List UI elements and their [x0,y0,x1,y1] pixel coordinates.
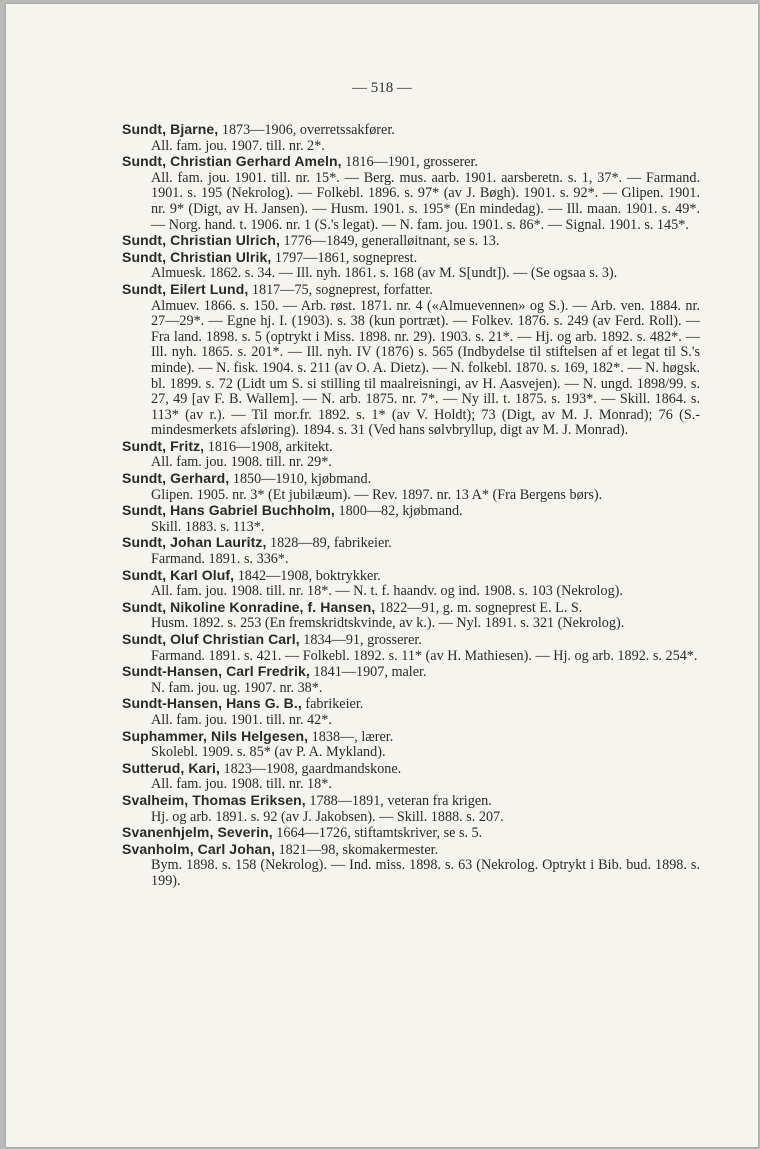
register-entry [122,250,700,282]
entry-heading [122,600,700,617]
register-entry [122,154,700,233]
register-entry [122,122,700,154]
person-name: Sundt-Hansen, Hans G. B., [122,695,302,712]
person-description: 1841—1907, maler. [313,664,427,681]
entry-heading [122,122,700,139]
person-description: 1842—1908, boktrykker. [237,567,381,584]
source-references: Almuev. 1866. s. 150. — Arb. røst. 1871. nr. 4 («Almuevennen» og S.). — Arb. ven. 1884. nr. 27—29*. — Egne hj. I. (1903). s. 38 (kun portræt). — Folkev. 1876. s. 249 (av Ferd. Roll). — Fra land. 1898. s. 5 (optrykt i Miss. 1898. nr. 29). 1903. s. 21*. — Hj. og arb. 1892. s. 482*. — Ill. nyh. 1865. s. 201*. — Ill. nyh. IV (1876) s. 565 (Indbydelse til stiftelsen af et legat til S.'s minde). — N. fisk. 1904. s. 211 (av O. A. Dietz). — N. folkebl. 1870. s. 169, 182*. — N. høgsk. bl. 1899. s. 72 (Lidt um S. si stilling til maalreisningi, av H. Aasvejen). — N. ungd. 1898/99. s. 27, 49 [av F. B. Wallem]. — N. arb. 1875. nr. 7*. — Ny ill. t. 1875. s. 193*. — Skill. 1864. s. 113* (av r.). — Til mor.fr. 1892. s. 1* (av V. Holdt); 73 (Digt, av M. J. Monrad); 76 (S.-mindesmerkets afsløring). 1894. s. 31 (Ved hans sølvbryllup, digt av M. J. Monrad). [151,297,700,439]
entry-heading [122,250,700,267]
person-name: Sundt, Christian Gerhard Ameln, [122,153,342,170]
person-name: Sundt, Eilert Lund, [122,280,249,297]
person-description: 1816—1901, grosserer. [345,154,478,171]
entry-heading [122,503,700,520]
source-references: N. fam. jou. ug. 1907. nr. 38*. [151,679,323,696]
register-entry [122,729,700,761]
book-page [6,4,758,1147]
register-entry [122,696,700,728]
person-description: 1664—1726, stiftamtskriver, se s. 5. [276,825,483,842]
person-name: Sutterud, Kari, [122,759,220,776]
source-references: Farmand. 1891. s. 336*. [151,551,289,568]
entry-heading [122,842,700,859]
register-entry [122,471,700,503]
person-name: Suphammer, Nils Helgesen, [122,727,309,744]
source-references: Skolebl. 1909. s. 85* (av P. A. Mykland). [151,744,386,761]
person-description: 1822—91, g. m. sogneprest E. L. S. [378,599,583,616]
entry-heading [122,729,700,746]
register-entry [122,842,700,890]
person-name: Svanenhjelm, Severin, [122,824,273,841]
entry-heading [122,632,700,649]
entry-heading [122,696,700,713]
person-description: 1800—82, kjøbmand. [338,503,463,520]
source-references: Farmand. 1891. s. 421. — Folkebl. 1892. s. 11* (av H. Mathiesen). — Hj. og arb. 1892. s. 254*. [151,647,698,664]
person-name: Sundt, Johan Lauritz, [122,534,267,551]
person-name: Sundt, Nikoline Konradine, f. Hansen, [122,598,376,615]
person-description: 1817—75, sogneprest, forfatter. [251,281,433,298]
person-description: 1834—91, grosserer. [303,632,422,648]
entry-heading [122,154,700,171]
source-references: Glipen. 1905. nr. 3* (Et jubilæum). — Rev. 1897. nr. 13 A* (Fra Bergens børs). [151,486,603,503]
person-description: 1828—89, fabrikeier. [269,535,392,552]
entry-heading [122,825,700,842]
source-references: All. fam. jou. 1901. till. nr. 15*. — Berg. mus. aarb. 1901. aarsberetn. s. 1, 37*. — Farmand. 1901. s. 195 (Nekrolog). — Folkebl. 1896. s. 97* (av J. Bøgh). 1901. s. 92*. — Glipen. 1901. nr. 9* (Digt, av H. Jansen). — Husm. 1901. s. 195* (En mindedag). — Ill. maan. 1901. s. 49*. — Norg. hand. t. 1906. nr. 1 (S.'s legat). — N. fam. jou. 1901. s. 86*. — Signal. 1901. s. 145*. [151,169,700,233]
register-entry [122,664,700,696]
person-description: 1816—1908, arkitekt. [207,438,333,455]
person-name: Sundt, Christian Ulrich, [122,232,280,249]
person-name: Sundt, Hans Gabriel Buchholm, [122,502,335,519]
source-references: All. fam. jou. 1908. till. nr. 18*. — N. t. f. haandv. og ind. 1908. s. 103 (Nekrolog). [151,583,623,600]
source-references: Husm. 1892. s. 253 (En fremskridtskvinde, av k.). — Nyl. 1891. s. 321 (Nekrolog). [151,615,625,632]
source-references: Skill. 1883. s. 113*. [151,518,265,535]
entry-heading [122,439,700,456]
source-references: Bym. 1898. s. 158 (Nekrolog). — Ind. miss. 1898. s. 63 (Nekrolog. Optrykt i Bib. bud. 1898. s. 199). [151,857,700,889]
source-references: Almuesk. 1862. s. 34. — Ill. nyh. 1861. s. 168 (av M. S[undt]). — (Se ogsaa s. 3). [151,265,618,282]
register-entry [122,761,700,793]
person-name: Svanholm, Carl Johan, [122,840,276,857]
person-description: 1788—1891, veteran fra krigen. [309,792,492,809]
register-entry [122,535,700,567]
person-name: Sundt, Oluf Christian Carl, [122,631,300,647]
person-description: fabrikeier. [305,696,364,713]
entry-heading [122,282,700,299]
register-entry [122,503,700,535]
source-references: All. fam. jou. 1908. till. nr. 29*. [151,454,332,471]
register-entry [122,439,700,471]
person-name: Sundt-Hansen, Carl Fredrik, [122,663,310,680]
entry-heading [122,664,700,681]
page-number: — 518 — [352,80,412,96]
person-description: 1838—, lærer. [311,728,394,745]
register-entry [122,233,700,250]
person-name: Sundt, Bjarne, [122,121,219,137]
person-description: 1821—98, skomakermester. [278,841,439,858]
register-entry [122,600,700,632]
source-references: Hj. og arb. 1891. s. 92 (av J. Jakobsen). — Skill. 1888. s. 207. [151,808,504,825]
person-description: 1797—1861, sogneprest. [274,249,418,266]
entry-heading [122,793,700,810]
entry-heading [122,233,700,250]
person-description: 1823—1908, gaardmandskone. [223,760,402,777]
entry-heading [122,535,700,552]
source-references: All. fam. jou. 1907. till. nr. 2*. [151,137,325,154]
person-name: Sundt, Gerhard, [122,470,230,487]
person-name: Svalheim, Thomas Eriksen, [122,791,306,808]
register-entry [122,632,700,664]
register-entry [122,793,700,825]
register-entries [122,122,700,890]
entry-heading [122,568,700,585]
entry-heading [122,471,700,488]
source-references: All. fam. jou. 1901. till. nr. 42*. [151,711,332,728]
person-description: 1850—1910, kjøbmand. [232,471,372,488]
register-entry [122,568,700,600]
register-entry [122,825,700,842]
source-references: All. fam. jou. 1908. till. nr. 18*. [151,776,332,793]
person-description: 1776—1849, generalløitnant, se s. 13. [283,233,500,250]
register-entry [122,282,700,439]
person-name: Sundt, Christian Ulrik, [122,248,272,265]
person-description: 1873—1906, overretssakfører. [221,122,395,138]
entry-heading [122,761,700,778]
person-name: Sundt, Karl Oluf, [122,566,235,583]
person-name: Sundt, Fritz, [122,437,205,454]
